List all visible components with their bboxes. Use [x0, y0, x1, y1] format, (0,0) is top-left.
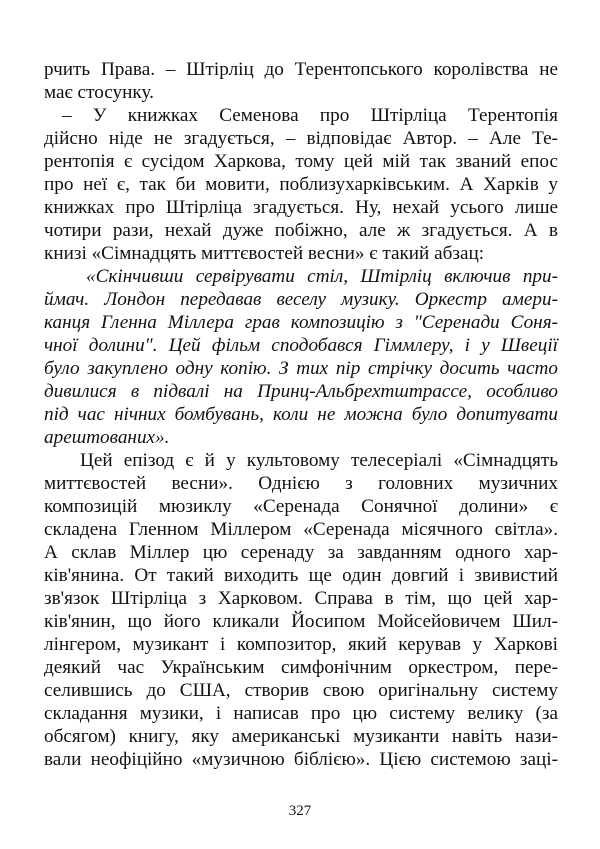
text-line: зв'язок Штірліца з Харковом. Справа в тім, що цей хар-: [44, 588, 558, 609]
quote-line: ймач. Лондон передавав веселу музику. Оркестр амери-: [44, 289, 558, 310]
text-line: деякий час Українським симфонічним оркестром, пере-: [44, 657, 558, 678]
text-line: чотири рази, нехай дуже побіжно, але ж згадується. А в: [44, 220, 558, 241]
text-line: лінгером, музикант і композитор, який керував у Харкові: [44, 634, 558, 655]
text-line: книжках про Штірліца згадується. Ну, нехай усього лише: [44, 197, 558, 218]
text-line: селившись до США, створив свою оригінальну систему: [44, 680, 558, 701]
text-line: рчить Права. – Штірліц до Терентопського королівства не: [44, 59, 558, 80]
quote-line: дивилися в підвалі на Принц-Альбрехтштрассе, особливо: [44, 381, 558, 402]
quote-line: канця Гленна Міллера грав композицію з "Серенади Соня-: [44, 312, 558, 333]
text-line: обсягом) книгу, яку американські музиканти навіть нази-: [44, 726, 558, 747]
page-number: 327: [288, 803, 312, 819]
quote-line: під час нічних бомбувань, коли не можна було допитувати: [44, 404, 558, 425]
text-line: А склав Міллер цю серенаду за завданням одного хар-: [44, 542, 558, 563]
text-line: рентопія є сусідом Харкова, тому цей мій так званий епос: [44, 151, 558, 172]
text-line: дійсно ніде не згадується, – відповідає Автор. – Але Те-: [44, 128, 558, 149]
quote-line: арештованих».: [44, 427, 170, 448]
quote-line: «Скінчивши сервірувати стіл, Штірліц включив при-: [86, 266, 558, 287]
text-line: ків'янина. От такий виходить ще один довгий і звивистий: [44, 565, 558, 586]
text-line: має стосунку.: [44, 82, 154, 103]
quote-line: було закуплено одну копію. З тих пір стрічку досить часто: [44, 358, 558, 379]
text-line: книзі «Сімнадцять миттєвостей весни» є такий абзац:: [44, 243, 485, 264]
page-body: [44, 58, 558, 771]
text-line: складання музики, і написав про цю систему велику (за: [44, 703, 558, 724]
quote-line: чної долини". Цей фільм сподобався Гіммлеру, і у Швеції: [44, 335, 558, 356]
text-line: про неї є, так би мовити, поблизухарківським. А Харків у: [44, 174, 558, 195]
text-line: ків'янин, що його кликали Йосипом Мойсейовичем Шил-: [44, 611, 558, 632]
text-line: миттєвостей весни». Однією з головних музичних: [44, 473, 558, 494]
text-line: композицій мюзиклу «Серенада Сонячної долини» є: [44, 496, 558, 517]
text-line: Цей епізод є й у культовому телесеріалі «Сімнадцять: [80, 450, 558, 471]
text-line: вали неофіційно «музичною біблією». Цією системою заці-: [44, 749, 558, 770]
text-line: – У книжках Семенова про Штірліца Терентопія: [62, 105, 558, 126]
text-line: складена Гленном Міллером «Серенада місячного світла».: [44, 519, 558, 540]
